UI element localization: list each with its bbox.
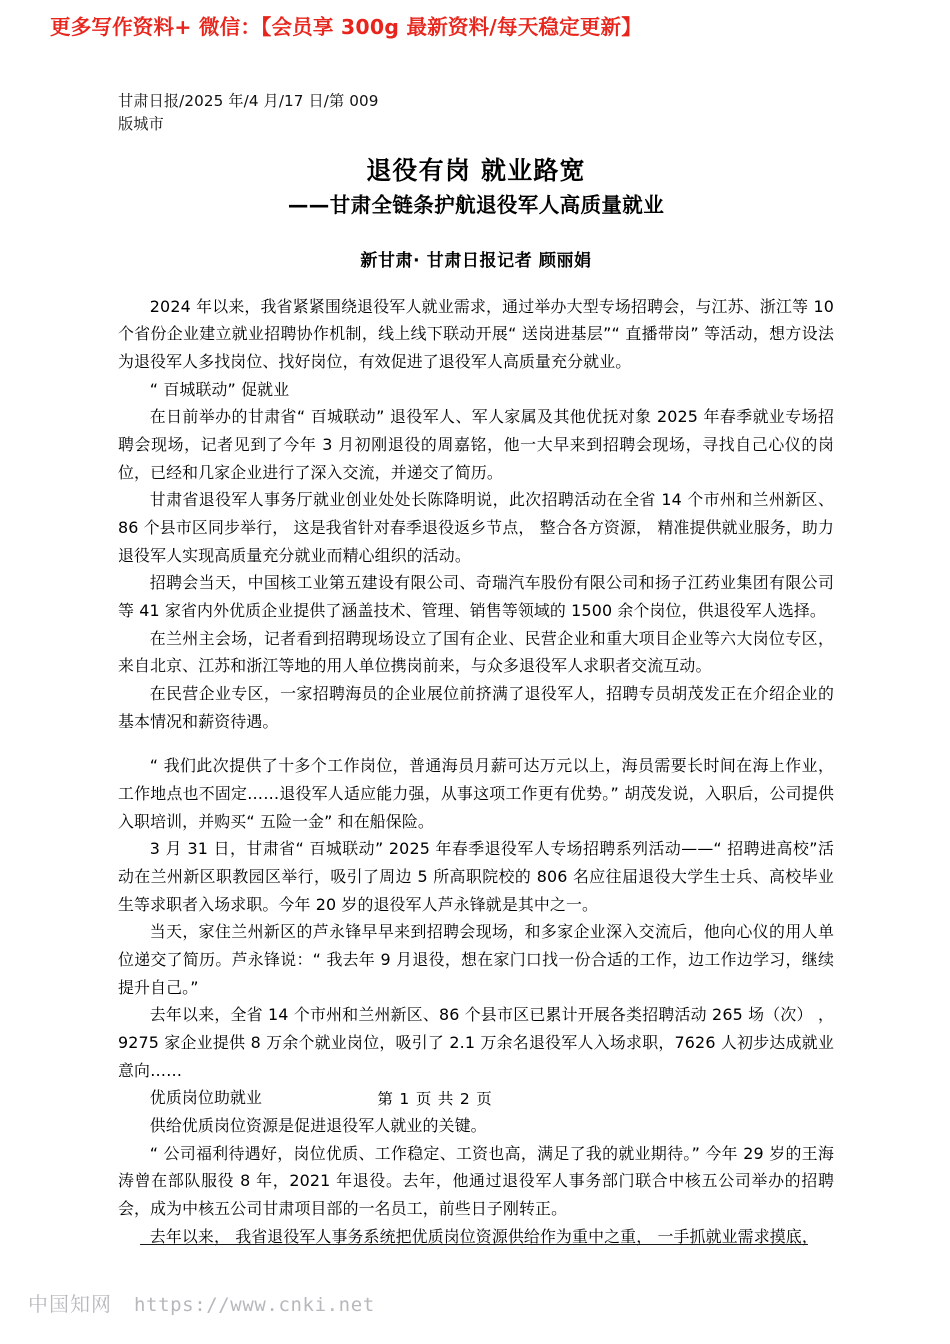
paragraph: 去年以来， 我省退役军人事务系统把优质岗位资源供给作为重中之重， 一手抓就业需求摸底，	[149, 1226, 818, 1246]
cnki-watermark	[28, 1288, 375, 1317]
source-line-section: 版城市	[118, 115, 164, 134]
footer-divider	[140, 1244, 808, 1245]
source-line-date: 甘肃日报/2025 年/4 月/17 日/第 009	[118, 92, 379, 110]
page-subtitle: ——甘肃全链条护航退役军人高质量就业	[287, 192, 665, 217]
paragraph: 当天，家住兰州新区的芦永锋早早来到招聘会现场，和多家企业深入交流后，他向心仪的用人单位递交了简历。芦永锋说：“ 我去年 9 月退役，想在家门口找一份合适的工作，边工作边学习，继续提升自己。”	[118, 922, 834, 997]
paragraph: “ 我们此次提供了十多个工作岗位，普通海员月薪可达万元以上，海员需要长时间在海上作业，工作地点也不固定……退役军人适应能力强，从事这项工作更有优势。” 胡茂发说，入职后，公司提供入职培训，并购买“ 五险一金” 和在船保险。	[118, 756, 834, 831]
paragraph: 2024 年以来，我省紧紧围绕退役军人就业需求，通过举办大型专场招聘会，与江苏、浙江等 10 个省份企业建立就业招聘协作机制，线上线下联动开展“ 送岗进基层”“ 直播带岗” 等活动，想方设法为退役军人多找岗位、找好岗位，有效促进了退役军人高质量充分就业。	[118, 296, 834, 371]
paragraph: 供给优质岗位资源是促进退役军人就业的关键。	[149, 1116, 487, 1136]
paragraph: 在兰州主会场，记者看到招聘现场设立了国有企业、民营企业和重大项目企业等六大岗位专区，来自北京、江苏和浙江等地的用人单位携岗前来，与众多退役军人求职者交流互动。	[118, 628, 834, 676]
promo-banner-text: 更多写作资料+ 微信：【会员享 300g 最新资料/每天稳定更新】	[50, 15, 642, 39]
paragraph: 3 月 31 日，甘肃省“ 百城联动” 2025 年春季退役军人专场招聘系列活动——“ 招聘进高校”活动在兰州新区职教园区举行，吸引了周边 5 所高职院校的 806 名应往届退役大学生士兵、高校毕业生等求职者入场求职。今年 20 岁的退役军人芦永锋就是其中之一。	[118, 839, 834, 914]
page-title: 退役有岗 就业路宽	[366, 156, 586, 186]
paragraph: “ 公司福利待遇好，岗位优质、工作稳定、工资也高，满足了我的就业期待。” 今年 29 岁的王海涛曾在部队服役 8 年，2021 年退役。去年，他通过退役军人事务部门联合中核五公司举办的招聘会，成为中核五公司甘肃项目部的一名员工，前些日子刚转正。	[118, 1143, 834, 1219]
byline: 新甘肃· 甘肃日报记者 顾丽娟	[360, 250, 592, 271]
paragraph: 在日前举办的甘肃省“ 百城联动” 退役军人、军人家属及其他优抚对象 2025 年春季就业专场招聘会现场，记者见到了今年 3 月初刚退役的周嘉铭，他一大早来到招聘会现场，寻找自己心仪的岗位，已经和几家企业进行了深入交流，并递交了简历。	[118, 407, 834, 482]
cnki-brand-label: 中国知网	[28, 1292, 112, 1316]
paragraph: 甘肃省退役军人事务厅就业创业处处长陈降明说，此次招聘活动在全省 14 个市州和兰州新区、 86 个县市区同步举行， 这是我省针对春季退役返乡节点， 整合各方资源， 精准提供就业服务，助力退役军人实现高质量充分就业而精心组织的活动。	[118, 490, 834, 565]
article-container	[118, 90, 834, 1250]
paragraph: 在民营企业专区，一家招聘海员的企业展位前挤满了退役军人，招聘专员胡茂发正在介绍企业的基本情况和薪资待遇。	[118, 684, 834, 731]
paragraph: 去年以来，全省 14 个市州和兰州新区、86 个县市区已累计开展各类招聘活动 265 场（次） ，9275 家企业提供 8 万余个就业岗位，吸引了 2.1 万余名退役军人入场求职，7626 人初步达成就业意向……	[118, 1005, 834, 1080]
paragraph: 招聘会当天，中国核工业第五建设有限公司、奇瑞汽车股份有限公司和扬子江药业集团有限公司等 41 家省内外优质企业提供了涵盖技术、管理、销售等领域的 1500 余个岗位，供退役军人选择。	[118, 573, 834, 620]
section-subheading: 优质岗位助就业	[149, 1088, 263, 1108]
source-line	[118, 90, 834, 136]
section-subheading: “ 百城联动” 促就业	[149, 379, 290, 399]
cnki-url-label: https://www.cnki.net	[134, 1294, 375, 1316]
page-counter: 第 1 页 共 2 页	[377, 1090, 493, 1108]
